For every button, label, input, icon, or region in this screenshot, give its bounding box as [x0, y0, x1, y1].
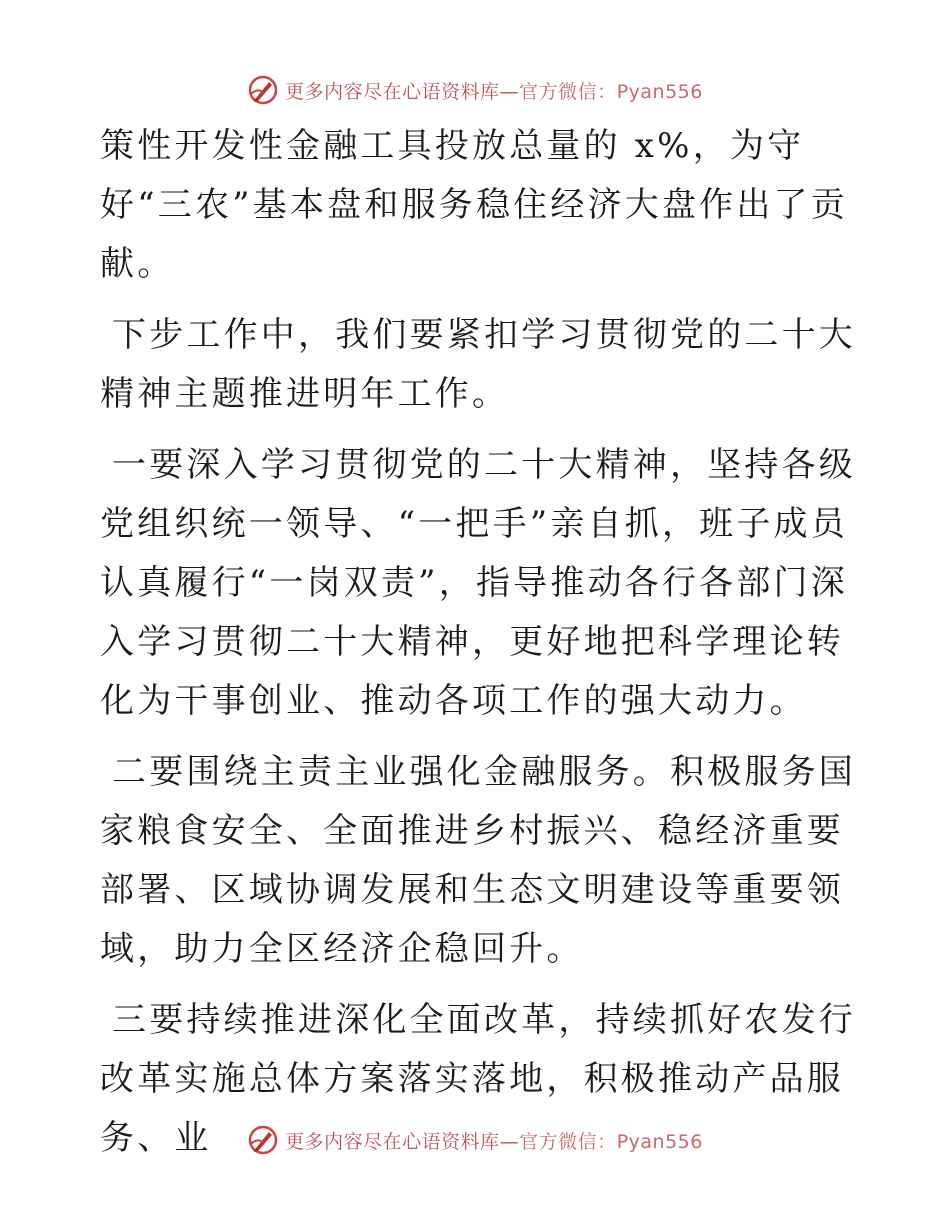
paragraph: 三要持续推进深化全面改革，持续抓好农发行改革实施总体方案落实落地，积极推动产品服务、业	[100, 1000, 856, 1158]
quill-pen-logo-icon	[247, 1124, 279, 1156]
watermark-banner-bottom	[0, 1120, 950, 1160]
paragraph: 策性开发性金融工具投放总量的 x%，为守好“三农”基本盘和服务稳住经济大盘作出了贡献。	[100, 126, 848, 284]
watermark-text: 更多内容尽在心语资料库—官方微信：Pyan556	[285, 80, 703, 103]
paragraph: 二要围绕主责主业强化金融服务。积极服务国家粮食安全、全面推进乡村振兴、稳经济重要部署、区域协调发展和生态文明建设等重要领域，助力全区经济企稳回升。	[100, 752, 856, 969]
document-body	[100, 117, 860, 1180]
paragraph: 下步工作中，我们要紧扣学习贯彻党的二十大精神主题推进明年工作。	[100, 315, 856, 414]
paragraph: 一要深入学习贯彻党的二十大精神，坚持各级党组织统一领导、“一把手”亲自抓，班子成员认真履行“一岗双责”，指导推动各行各部门深入学习贯彻二十大精神，更好地把科学理论转化为干事创业、推动各项工作的强大动力。	[100, 445, 856, 721]
watermark-banner-top	[0, 70, 950, 110]
quill-pen-logo-icon	[247, 74, 279, 106]
watermark-text: 更多内容尽在心语资料库—官方微信：Pyan556	[285, 1130, 703, 1153]
